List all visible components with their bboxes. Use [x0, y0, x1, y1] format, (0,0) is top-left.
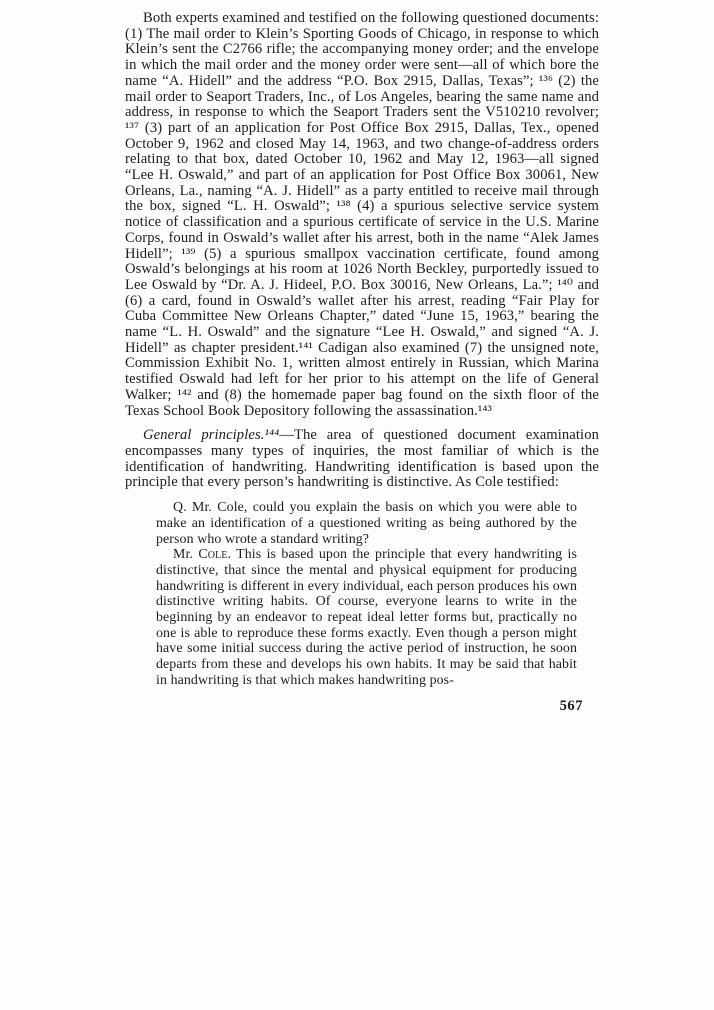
answer-speaker-prefix: Mr. — [173, 547, 199, 563]
testimony-question: Q. Mr. Cole, could you explain the basis on which you were able to make an identification of a questioned writing as being authored by the person who wrote a standard writing? — [156, 500, 577, 547]
page-number: 567 — [559, 697, 583, 714]
answer-speaker-name: Cole — [198, 547, 228, 563]
testimony-blockquote — [156, 500, 577, 688]
general-principles-italic-lead: General principles.¹⁴⁴ — [143, 427, 280, 444]
text-column — [125, 11, 599, 715]
paragraph-general-principles — [125, 428, 599, 491]
testimony-answer — [156, 547, 577, 688]
paragraph-questioned-documents: Both experts examined and testified on the following questioned documents: (1) The mail order to Klein’s Sporting Goods of Chicago, in response to which Klein’s sent the C2766 rifle; the accompanying money order; and the envelope in which the mail order and the money order were sent—all of which bore the name “A. Hidell” and the address “P.O. Box 2915, Dallas, Texas”; ¹³⁶ (2) the mail order to Seaport Traders, Inc., of Los Angeles, bearing the same name and address, in response to which the Seaport Traders sent the V510210 revolver; ¹³⁷ (3) part of an application for Post Office Box 2915, Dallas, Tex., opened October 9, 1962 and closed May 14, 1963, and two change-of-address orders relating to that box, dated October 10, 1962 and May 12, 1963—all signed “Lee H. Oswald,” and part of an application for Post Office Box 30061, New Orleans, La., naming “A. J. Hidell” as a party entitled to receive mail through the box, signed “L. H. Oswald”; ¹³⁸ (4) a spurious selective service system notice of classification and a spurious certificate of service in the U.S. Marine Corps, found in Oswald’s wallet after his arrest, both in the name “Alek James Hidell”; ¹³⁹ (5) a spurious smallpox vaccination certificate, found among Oswald’s belongings at his room at 1026 North Beckley, purportedly issued to Lee Oswald by “Dr. A. J. Hideel, P.O. Box 30016, New Orleans, La.”; ¹⁴⁰ and (6) a card, found in Oswald’s wallet after his arrest, reading “Fair Play for Cuba Committee New Orleans Chapter,” dated “June 15, 1963,” bearing the name “L. H. Oswald” and the signature “Lee H. Oswald,” and signed “A. J. Hidell” as chapter president.¹⁴¹ Cadigan also examined (7) the unsigned note, Commission Exhibit No. 1, written almost entirely in Russian, which Marina testified Oswald had left for her prior to his attempt on the life of General Walker; ¹⁴² and (8) the homemade paper bag found on the sixth floor of the Texas School Book Depository following the assassination.¹⁴³ — [125, 10, 599, 419]
general-principles-body: —The area of questioned document examination encompasses many types of inquiries, the most familiar of which is the identification of handwriting. Handwriting identification is based upon the principle that every person’s handwriting is distinctive. As Cole testified: — [125, 427, 599, 491]
answer-body: . This is based upon the principle that every handwriting is distinctive, that since the mental and physical equipment for producing handwriting is different in every individual, each person produces his own distinctive writing habits. Of course, everyone learns to write in the beginning by an endeavor to repeat ideal letter forms but, practically no one is able to reproduce these forms exactly. Even though a person might have some initial success during the active period of instruction, he soon departs from these and develops his own habits. It may be said that habit in handwriting is that which makes handwriting pos- — [156, 547, 577, 688]
